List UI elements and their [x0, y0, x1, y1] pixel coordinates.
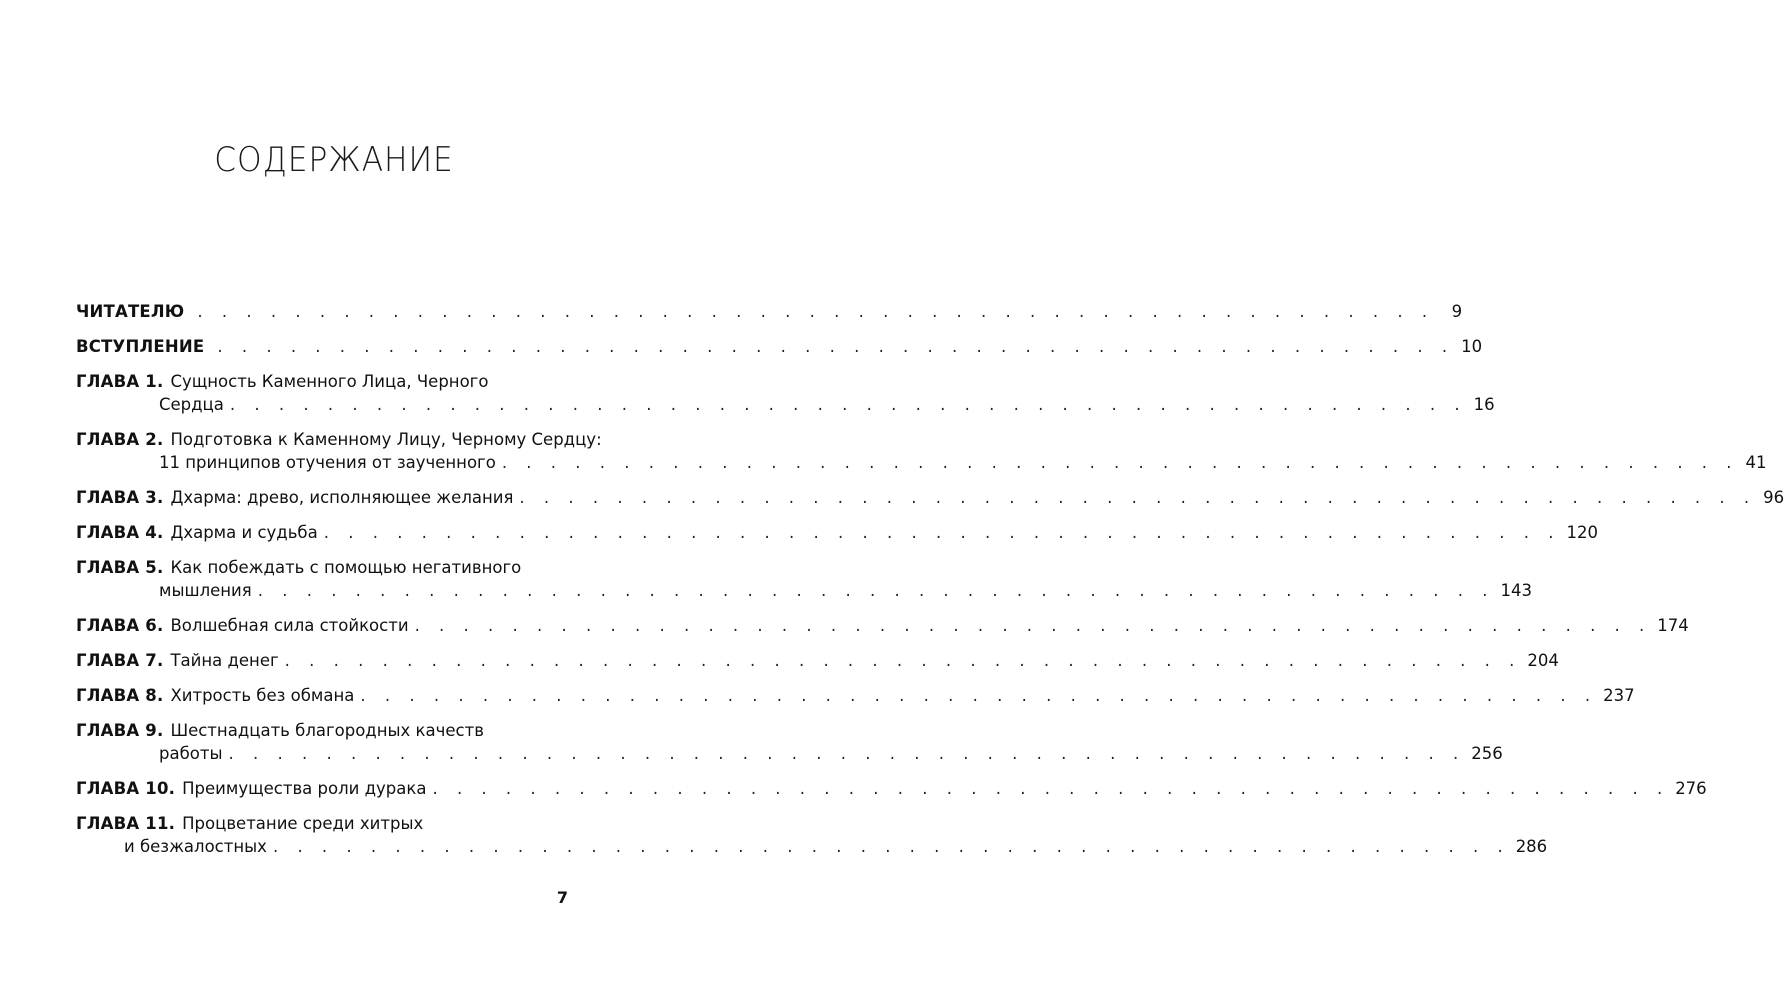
entry-label: ГЛАВА 10. [76, 779, 176, 798]
toc-entry-chapter-6[interactable] [76, 614, 1689, 637]
dot-leader: . . . . . . . . . . . . . . . . . . . . . . . . . . . . . . . . . . . . . . . . . . . . . . . . . . . [197, 302, 1435, 321]
page-number: 41 [1745, 453, 1767, 472]
dot-leader: . . . . . . . . . . . . . . . . . . . . . . . . . . . . . . . . . . . . . . . . . . . . . . . . . . . [414, 616, 1652, 635]
toc-entry-chapter-10[interactable] [76, 777, 1707, 800]
page-number: 120 [1566, 523, 1598, 542]
dot-leader: . . . . . . . . . . . . . . . . . . . . . . . . . . . . . . . . . . . . . . . . . . . . . . . . . . . [501, 453, 1739, 472]
dot-leader: . . . . . . . . . . . . . . . . . . . . . . . . . . . . . . . . . . . . . . . . . . . . . . . . . . . [323, 523, 1561, 542]
entry-label: ГЛАВА 8. [76, 686, 164, 705]
dot-leader: . . . . . . . . . . . . . . . . . . . . . . . . . . . . . . . . . . . . . . . . . . . . . . . . . . . [519, 488, 1757, 507]
entry-label: ГЛАВА 11. [76, 814, 176, 833]
entry-label: ГЛАВА 9. [76, 721, 164, 740]
entry-title-continued: 11 принципов отучения от заученного [159, 453, 496, 472]
toc-entry-reader[interactable] [76, 300, 1463, 323]
page-number: 16 [1473, 395, 1495, 414]
dot-leader: . . . . . . . . . . . . . . . . . . . . . . . . . . . . . . . . . . . . . . . . . . . . . . . . . . . [360, 686, 1598, 705]
entry-title-continued: мышления [159, 581, 252, 600]
entry-title: Шестнадцать благородных качеств [170, 721, 484, 740]
entry-title: Сущность Каменного Лица, Черного [170, 372, 489, 391]
entry-label: ЧИТАТЕЛЮ [76, 302, 185, 321]
entry-label: ГЛАВА 5. [76, 558, 164, 577]
entry-title: Подготовка к Каменному Лицу, Черному Сердцу: [170, 430, 602, 449]
dot-leader: . . . . . . . . . . . . . . . . . . . . . . . . . . . . . . . . . . . . . . . . . . . . . . . . . . . [272, 837, 1510, 856]
page-number: 256 [1471, 744, 1503, 763]
entry-label: ГЛАВА 1. [76, 372, 164, 391]
page-number: 237 [1603, 686, 1635, 705]
entry-title: Как побеждать с помощью негативного [170, 558, 522, 577]
dot-leader: . . . . . . . . . . . . . . . . . . . . . . . . . . . . . . . . . . . . . . . . . . . . . . . . . . . [229, 395, 1467, 414]
dot-leader: . . . . . . . . . . . . . . . . . . . . . . . . . . . . . . . . . . . . . . . . . . . . . . . . . . . [228, 744, 1466, 763]
page-number: 10 [1461, 337, 1483, 356]
toc-entry-chapter-5[interactable] [76, 556, 1532, 602]
toc-entry-chapter-1[interactable] [76, 370, 1495, 416]
toc-entry-chapter-2[interactable] [76, 428, 1767, 474]
dot-leader: . . . . . . . . . . . . . . . . . . . . . . . . . . . . . . . . . . . . . . . . . . . . . . . . . . . [284, 651, 1522, 670]
toc-entry-chapter-8[interactable] [76, 684, 1635, 707]
page-title: СОДЕРЖАНИЕ [214, 140, 454, 180]
dot-leader: . . . . . . . . . . . . . . . . . . . . . . . . . . . . . . . . . . . . . . . . . . . . . . . . . . . [217, 337, 1455, 356]
entry-title-continued: Сердца [159, 395, 224, 414]
page-number: 276 [1675, 779, 1707, 798]
entry-label: ВСТУПЛЕНИЕ [76, 337, 205, 356]
entry-title: Преимущества роли дурака [182, 779, 427, 798]
toc-entry-introduction[interactable] [76, 335, 1483, 358]
entry-title-continued: и безжалостных [124, 837, 267, 856]
entry-title: Процветание среди хитрых [182, 814, 424, 833]
page-number: 96 [1763, 488, 1784, 507]
toc-entry-chapter-11[interactable] [76, 812, 1548, 858]
page-number: 204 [1527, 651, 1559, 670]
entry-label: ГЛАВА 4. [76, 523, 164, 542]
page-number: 286 [1515, 837, 1548, 856]
table-of-contents [76, 300, 1784, 870]
entry-label: ГЛАВА 7. [76, 651, 164, 670]
entry-title: Дхарма: древо, исполняющее желания [170, 488, 514, 507]
dot-leader: . . . . . . . . . . . . . . . . . . . . . . . . . . . . . . . . . . . . . . . . . . . . . . . . . . . [432, 779, 1670, 798]
entry-title: Хитрость без обмана [170, 686, 355, 705]
entry-title: Волшебная сила стойкости [170, 616, 409, 635]
page-number: 174 [1657, 616, 1689, 635]
entry-label: ГЛАВА 3. [76, 488, 164, 507]
folio-page-number: 7 [556, 888, 568, 907]
entry-label: ГЛАВА 2. [76, 430, 164, 449]
toc-entry-chapter-9[interactable] [76, 719, 1503, 765]
entry-label: ГЛАВА 6. [76, 616, 164, 635]
page-number: 143 [1500, 581, 1532, 600]
toc-entry-chapter-4[interactable] [76, 521, 1598, 544]
dot-leader: . . . . . . . . . . . . . . . . . . . . . . . . . . . . . . . . . . . . . . . . . . . . . . . . . . . [257, 581, 1495, 600]
entry-title: Тайна денег [170, 651, 279, 670]
toc-entry-chapter-7[interactable] [76, 649, 1559, 672]
entry-title: Дхарма и судьба [170, 523, 318, 542]
toc-entry-chapter-3[interactable] [76, 486, 1784, 509]
entry-title-continued: работы [159, 744, 223, 763]
page-number: 9 [1451, 302, 1463, 321]
